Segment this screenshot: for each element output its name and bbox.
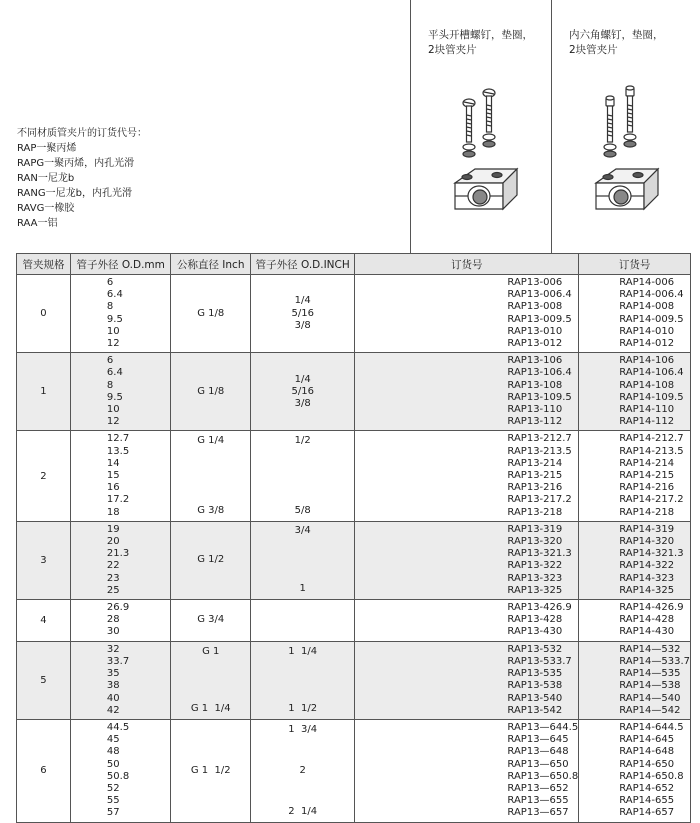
cell-order-no-1-value: RAP13-217.2 <box>507 494 572 506</box>
cell-order-no-1-value: RAP13-109.5 <box>507 391 572 403</box>
cell-order-no-1-value: RAP13-215 <box>507 470 563 482</box>
cell-order-no-1-value: RAP13-009.5 <box>507 313 572 325</box>
cell-order-no-2-value: RAP14-213.5 <box>619 445 684 457</box>
cell-od-inch-value: 2 1/4 <box>288 805 318 817</box>
cell-od-inch-value: 1/4 <box>294 373 311 385</box>
cell-od-mm-value: 20 <box>106 536 120 548</box>
cell-od-mm <box>70 719 171 822</box>
cell-od-mm-value: 30 <box>106 626 120 638</box>
cell-order-no-2-value: RAP14-218 <box>619 506 675 518</box>
cell-od-inch-value: 3/8 <box>294 319 311 331</box>
cell-nominal <box>171 275 251 353</box>
cell-size-value: 2 <box>40 470 47 482</box>
cell-order-no-1-value: RAP13-216 <box>507 482 563 494</box>
cell-order-no-1-value: RAP13-112 <box>507 416 563 428</box>
cell-order-no-2-value: RAP14-426.9 <box>619 602 684 614</box>
cell-order-no-2 <box>579 521 691 599</box>
cell-order-no-2-value: RAP14-006 <box>619 277 675 288</box>
cell-order-no-1-value: RAP13-320 <box>507 536 563 548</box>
cell-order-no-1-value: RAP13-323 <box>507 572 563 584</box>
cell-order-no-1-value: RAP13-108 <box>507 379 563 391</box>
cell-order-no-1-value: RAP13-542 <box>507 704 563 716</box>
cell-od-mm-value: 13.5 <box>106 445 130 457</box>
legend-item: RAPG一聚丙烯，内孔光滑 <box>17 158 135 169</box>
cell-order-no-2-value: RAP14-106 <box>619 355 675 367</box>
cell-od-mm-value: 26.9 <box>106 602 130 614</box>
cell-order-no-1-value: RAP13-538 <box>507 680 563 692</box>
cell-order-no-2-value: RAP14-009.5 <box>619 313 684 325</box>
legend-item: RAVG一橡胶 <box>17 203 75 214</box>
cell-od-inch-value: 1 3/4 <box>288 723 318 735</box>
table-row <box>17 275 691 353</box>
table-body <box>17 275 691 823</box>
table-row <box>17 719 691 822</box>
cell-od-mm-value: 44.5 <box>106 721 130 733</box>
cell-order-no-2-value: RAP14-217.2 <box>619 494 684 506</box>
cell-order-no-1-value: RAP13-010 <box>507 325 563 337</box>
slotted-screw-clamp-illustration <box>445 85 535 215</box>
cell-order-no-2-value: RAP14-325 <box>619 584 675 596</box>
cell-order-no-1-value: RAP13-430 <box>507 626 563 638</box>
cell-od-mm-value: 19 <box>106 523 120 535</box>
cell-order-no-2-value: RAP14-655 <box>619 795 675 807</box>
cell-order-no-2-value: RAP14-321.3 <box>619 548 684 560</box>
cell-order-no-2 <box>579 353 691 431</box>
cell-order-no-2-value: RAP14-212.7 <box>619 433 684 445</box>
cell-order-no-1-value: RAP13-535 <box>507 668 563 680</box>
cell-order-no-2-value: RAP14-430 <box>619 626 675 638</box>
cell-od-mm-value: 50 <box>106 758 120 770</box>
cell-od-mm-value: 6.4 <box>106 289 123 301</box>
cell-order-no-1-value: RAP13-012 <box>507 338 563 350</box>
cell-od-mm-value: 14 <box>106 457 120 469</box>
cell-nominal-value: G 3/8 <box>197 504 225 516</box>
cell-size <box>17 641 71 719</box>
cell-order-no-1-value: RAP13—657 <box>507 807 569 819</box>
cell-order-no-1-value: RAP13-006 <box>507 277 563 288</box>
cell-od-mm-value: 32 <box>106 643 120 655</box>
cell-order-no-1 <box>355 275 579 353</box>
cell-nominal-value: G 1/8 <box>197 385 225 397</box>
header-order-no-1: 订货号 <box>355 254 579 275</box>
cell-size-value: 3 <box>40 554 47 566</box>
cell-od-mm-value: 40 <box>106 692 120 704</box>
cell-od-mm-value: 35 <box>106 668 120 680</box>
cell-order-no-2-value: RAP14-652 <box>619 782 675 794</box>
cell-size <box>17 600 71 642</box>
column-divider <box>551 0 552 253</box>
cell-order-no-1-value: RAP13-319 <box>507 523 563 535</box>
cell-order-no-2-value: RAP14-323 <box>619 572 675 584</box>
cell-od-mm-value: 12 <box>106 338 120 350</box>
cell-order-no-2 <box>579 431 691 521</box>
header-order-no-2: 订货号 <box>579 254 691 275</box>
cell-order-no-1-value: RAP13—650 <box>507 758 569 770</box>
cell-order-no-2-value: RAP14-012 <box>619 338 675 350</box>
cell-od-mm-value: 33.7 <box>106 655 130 667</box>
cell-od-inch <box>251 600 355 642</box>
header-od-mm: 管子外径 O.D.mm <box>70 254 171 275</box>
cell-od-inch-value: 5/16 <box>291 307 314 319</box>
material-legend <box>17 126 147 231</box>
table-row <box>17 353 691 431</box>
cell-order-no-1-value: RAP13-212.7 <box>507 433 572 445</box>
cell-order-no-2-value: RAP14-650 <box>619 758 675 770</box>
cell-od-mm <box>70 600 171 642</box>
cell-od-inch <box>251 275 355 353</box>
cell-nominal-value: G 1/4 <box>197 435 225 447</box>
cell-od-inch-value: 1/2 <box>294 435 311 447</box>
header-size: 管夹规格 <box>17 254 71 275</box>
cell-od-inch <box>251 431 355 521</box>
cell-od-mm <box>70 353 171 431</box>
cell-od-mm-value: 45 <box>106 734 120 746</box>
cell-nominal-value: G 1/8 <box>197 307 225 319</box>
cell-size <box>17 353 71 431</box>
cell-order-no-1 <box>355 600 579 642</box>
cell-od-mm-value: 10 <box>106 404 120 416</box>
cell-order-no-1-value: RAP13—652 <box>507 782 569 794</box>
cell-od-mm-value: 48 <box>106 746 120 758</box>
table-row <box>17 521 691 599</box>
cell-order-no-2-value: RAP14-108 <box>619 379 675 391</box>
cell-nominal <box>171 431 251 521</box>
cell-size-value: 5 <box>40 674 47 686</box>
cell-size-value: 6 <box>40 765 47 777</box>
cell-od-inch-value: 1 1/4 <box>288 645 318 657</box>
column-divider <box>410 0 411 253</box>
cell-od-mm <box>70 431 171 521</box>
cell-od-mm-value: 42 <box>106 704 120 716</box>
cell-order-no-1-value: RAP13-214 <box>507 457 563 469</box>
cell-od-mm-value: 6 <box>106 277 114 288</box>
cell-od-inch-value: 3/4 <box>294 525 311 537</box>
cell-order-no-2-value: RAP14—535 <box>619 668 681 680</box>
cell-od-inch <box>251 719 355 822</box>
table-row <box>17 641 691 719</box>
cell-order-no-1-value: RAP13—648 <box>507 746 569 758</box>
cell-size <box>17 275 71 353</box>
cell-nominal-value: G 3/4 <box>197 614 225 626</box>
table-header-row <box>17 254 691 275</box>
cell-order-no-2-value: RAP14-112 <box>619 416 675 428</box>
cell-order-no-1-value: RAP13-006.4 <box>507 289 572 301</box>
cell-od-mm-value: 9.5 <box>106 313 123 325</box>
cell-order-no-1-value: RAP13-213.5 <box>507 445 572 457</box>
cell-od-inch-value: 5/8 <box>294 504 311 516</box>
cell-order-no-1-value: RAP13-325 <box>507 584 563 596</box>
cell-order-no-2-value: RAP14-648 <box>619 746 675 758</box>
col2-title: 内六角螺钉，垫圈， 2块管夹片 <box>569 29 664 56</box>
cell-nominal-value: G 1 1/4 <box>190 702 231 714</box>
cell-od-inch-value: 5/16 <box>291 385 314 397</box>
cell-od-mm-value: 21.3 <box>106 548 130 560</box>
cell-od-mm-value: 8 <box>106 301 114 313</box>
cell-od-mm-value: 23 <box>106 572 120 584</box>
cell-nominal-value: G 1 1/2 <box>190 764 231 776</box>
cell-order-no-1-value: RAP13-218 <box>507 506 563 518</box>
order-table <box>16 253 691 823</box>
cell-od-inch <box>251 353 355 431</box>
cell-od-mm-value: 9.5 <box>106 391 123 403</box>
legend-item: RAP一聚丙烯 <box>17 143 77 154</box>
cell-od-mm-value: 22 <box>106 560 120 572</box>
legend-item: RAN一尼龙b <box>17 173 75 184</box>
cell-order-no-1-value: RAP13-106.4 <box>507 367 572 379</box>
legend-heading: 不同材质管夹片的订货代号： <box>17 128 147 139</box>
table-row <box>17 600 691 642</box>
cell-order-no-2-value: RAP14-650.8 <box>619 770 684 782</box>
cell-order-no-1-value: RAP13-322 <box>507 560 563 572</box>
cell-order-no-1-value: RAP13-533.7 <box>507 655 572 667</box>
cell-order-no-2-value: RAP14-322 <box>619 560 675 572</box>
cell-order-no-1-value: RAP13-321.3 <box>507 548 572 560</box>
cell-od-inch-value: 2 <box>299 764 306 776</box>
header-od-inch: 管子外径 O.D.INCH <box>251 254 355 275</box>
cell-od-mm-value: 6.4 <box>106 367 123 379</box>
cell-order-no-2 <box>579 641 691 719</box>
cell-order-no-1-value: RAP13-428 <box>507 614 563 626</box>
cell-order-no-2-value: RAP14—532 <box>619 643 681 655</box>
cell-order-no-2 <box>579 275 691 353</box>
cell-nominal <box>171 719 251 822</box>
cell-od-inch-value: 1 1/2 <box>288 702 318 714</box>
table-row <box>17 431 691 521</box>
cell-order-no-1-value: RAP13—644.5 <box>507 721 579 733</box>
hex-socket-screw-clamp-illustration <box>586 85 676 215</box>
cell-order-no-2-value: RAP14-428 <box>619 614 675 626</box>
cell-nominal-value: G 1 <box>202 645 220 657</box>
cell-od-mm-value: 25 <box>106 584 120 596</box>
cell-od-inch <box>251 521 355 599</box>
col1-title: 平头开槽螺钉，垫圈， 2块管夹片 <box>428 29 533 56</box>
cell-od-mm <box>70 275 171 353</box>
cell-nominal <box>171 600 251 642</box>
cell-order-no-1-value: RAP13—655 <box>507 795 569 807</box>
cell-od-mm-value: 17.2 <box>106 494 130 506</box>
cell-od-mm-value: 55 <box>106 795 120 807</box>
cell-size-value: 0 <box>40 308 47 320</box>
cell-size-value: 1 <box>40 386 47 398</box>
cell-size <box>17 719 71 822</box>
cell-order-no-2 <box>579 719 691 822</box>
cell-order-no-2-value: RAP14-006.4 <box>619 289 684 301</box>
cell-od-mm <box>70 641 171 719</box>
cell-order-no-2-value: RAP14-644.5 <box>619 721 684 733</box>
cell-size <box>17 431 71 521</box>
cell-order-no-1 <box>355 641 579 719</box>
cell-od-inch <box>251 641 355 719</box>
cell-nominal-value: G 1/2 <box>197 554 225 566</box>
cell-order-no-2-value: RAP14-109.5 <box>619 391 684 403</box>
cell-od-mm-value: 12 <box>106 416 120 428</box>
cell-order-no-1-value: RAP13—650.8 <box>507 770 579 782</box>
cell-order-no-2-value: RAP14—540 <box>619 692 681 704</box>
cell-size <box>17 521 71 599</box>
cell-od-mm-value: 52 <box>106 782 120 794</box>
cell-order-no-2-value: RAP14—542 <box>619 704 681 716</box>
cell-order-no-1-value: RAP13-540 <box>507 692 563 704</box>
cell-order-no-2-value: RAP14-010 <box>619 325 675 337</box>
cell-order-no-2-value: RAP14-214 <box>619 457 675 469</box>
cell-order-no-2-value: RAP14-008 <box>619 301 675 313</box>
cell-od-mm-value: 38 <box>106 680 120 692</box>
cell-od-mm-value: 28 <box>106 614 120 626</box>
cell-order-no-2-value: RAP14—538 <box>619 680 681 692</box>
cell-order-no-1-value: RAP13-110 <box>507 404 563 416</box>
cell-od-mm-value: 8 <box>106 379 114 391</box>
cell-order-no-2-value: RAP14-645 <box>619 734 675 746</box>
cell-od-mm-value: 15 <box>106 470 120 482</box>
header-area <box>0 0 700 253</box>
cell-order-no-2-value: RAP14-319 <box>619 523 675 535</box>
cell-od-mm-value: 16 <box>106 482 120 494</box>
cell-size-value: 4 <box>40 614 47 626</box>
cell-order-no-1 <box>355 719 579 822</box>
cell-order-no-1 <box>355 431 579 521</box>
cell-od-mm-value: 10 <box>106 325 120 337</box>
cell-order-no-1-value: RAP13-008 <box>507 301 563 313</box>
cell-order-no-2-value: RAP14—533.7 <box>619 655 690 667</box>
cell-od-inch-value: 1 <box>299 583 306 595</box>
cell-order-no-1 <box>355 521 579 599</box>
header-nominal-inch: 公称直径 Inch <box>171 254 251 275</box>
cell-od-mm-value: 18 <box>106 506 120 518</box>
cell-od-mm-value: 57 <box>106 807 120 819</box>
cell-order-no-1 <box>355 353 579 431</box>
cell-order-no-2-value: RAP14-320 <box>619 536 675 548</box>
cell-order-no-2-value: RAP14-215 <box>619 470 675 482</box>
cell-order-no-1-value: RAP13-106 <box>507 355 563 367</box>
cell-order-no-1-value: RAP13-532 <box>507 643 563 655</box>
legend-item: RANG一尼龙b，内孔光滑 <box>17 188 132 199</box>
cell-nominal <box>171 521 251 599</box>
cell-nominal <box>171 641 251 719</box>
cell-order-no-2-value: RAP14-110 <box>619 404 675 416</box>
cell-order-no-2-value: RAP14-106.4 <box>619 367 684 379</box>
cell-od-mm-value: 12.7 <box>106 433 130 445</box>
cell-od-mm-value: 6 <box>106 355 114 367</box>
legend-item: RAA一铝 <box>17 218 58 229</box>
cell-od-inch-value: 1/4 <box>294 295 311 307</box>
cell-order-no-1-value: RAP13—645 <box>507 734 569 746</box>
cell-order-no-1-value: RAP13-426.9 <box>507 602 572 614</box>
cell-order-no-2-value: RAP14-216 <box>619 482 675 494</box>
cell-nominal <box>171 353 251 431</box>
cell-od-inch-value: 3/8 <box>294 397 311 409</box>
cell-od-mm-value: 50.8 <box>106 770 130 782</box>
cell-order-no-2-value: RAP14-657 <box>619 807 675 819</box>
cell-order-no-2 <box>579 600 691 642</box>
cell-od-mm <box>70 521 171 599</box>
